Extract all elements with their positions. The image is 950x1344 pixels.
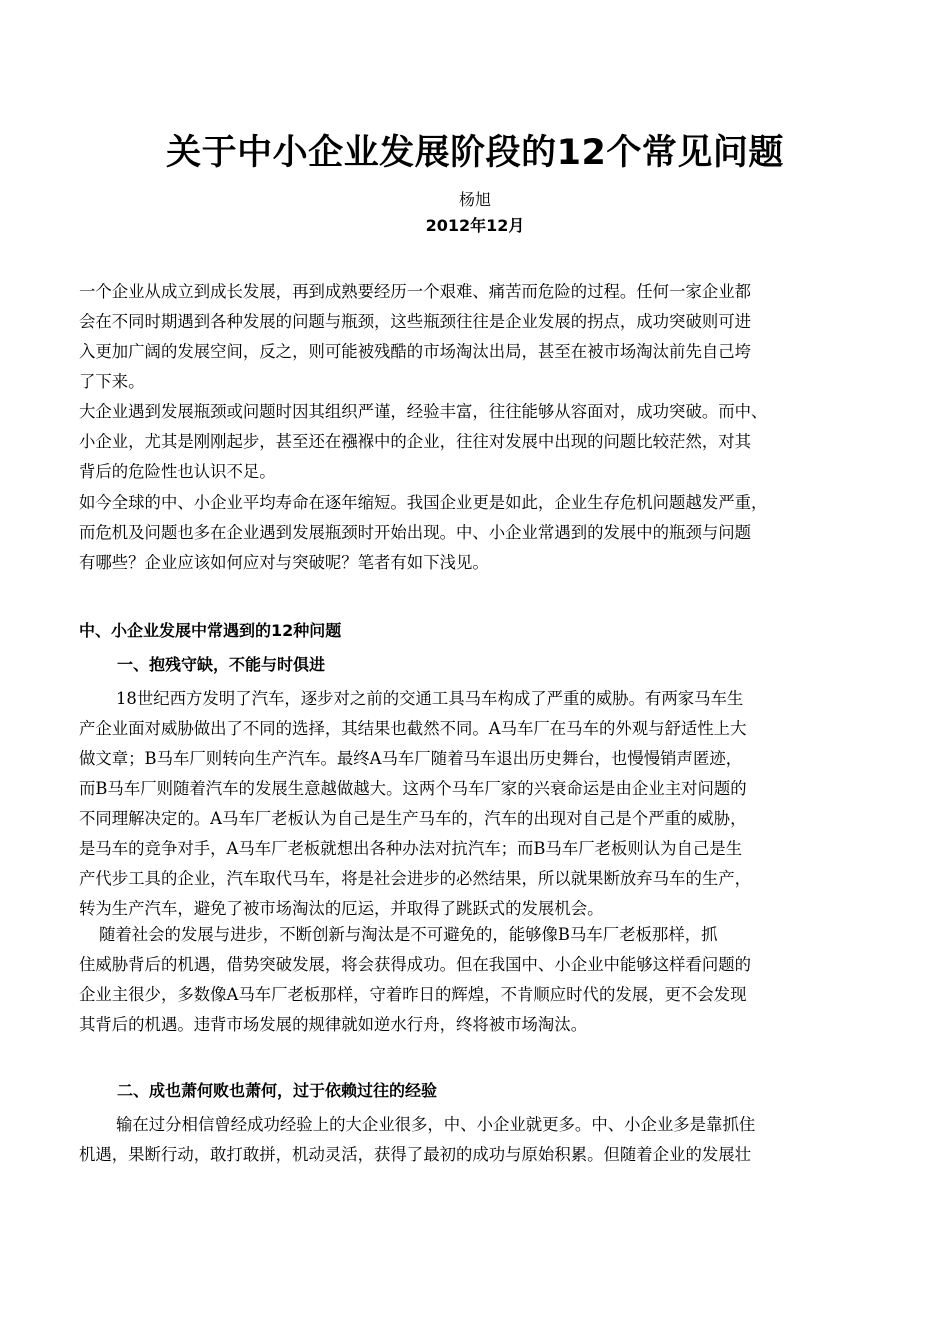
text-line: 不同理解决定的。A马车厂老板认为自己是生产马车的，汽车的出现对自己是个严重的威胁，: [79, 809, 747, 828]
text-line: 了下来。: [79, 372, 145, 391]
problem-1-paragraph-2: [79, 920, 869, 1040]
text-line: 小企业，尤其是刚刚起步，甚至还在襁褓中的企业，往往对发展中出现的问题比较茫然，对其: [79, 432, 752, 451]
problem-1-paragraph-1: [79, 684, 869, 924]
text-line: 背后的危险性也认识不足。: [79, 462, 276, 481]
text-line: 产代步工具的企业，汽车取代马车，将是社会进步的必然结果，所以就果断放弃马车的生产，: [79, 869, 752, 888]
text-line: 入更加广阔的发展空间，反之，则可能被残酷的市场淘汰出局，甚至在被市场淘汰前先自己垮: [79, 342, 752, 361]
intro-paragraph-1: [79, 277, 869, 397]
text-line: 输在过分相信曾经成功经验上的大企业很多，中、小企业就更多。中、小企业多是靠抓住: [116, 1115, 756, 1134]
text-line: 有哪些？企业应该如何应对与突破呢？笔者有如下浅见。: [79, 553, 489, 572]
document-date: 2012年12月: [425, 216, 525, 235]
text-line: 大企业遇到发展瓶颈或问题时因其组织严谨，经验丰富，往往能够从容面对，成功突破。而中、: [79, 402, 768, 421]
problem-2-heading: 二、成也萧何败也萧何，过于依赖过往的经验: [117, 1081, 438, 1100]
problem-1-heading: 一、抱残守缺，不能与时俱进: [117, 655, 326, 674]
section-heading: 中、小企业发展中常遇到的12种问题: [79, 621, 342, 640]
text-line: 产企业面对威胁做出了不同的选择，其结果也截然不同。A马车厂在马车的外观与舒适性上大: [79, 719, 747, 738]
intro-paragraph-3: [79, 488, 869, 578]
text-line: 住威胁背后的机遇，借势突破发展，将会获得成功。但在我国中、小企业中能够这样看问题的: [79, 955, 752, 974]
text-line: 机遇，果断行动，敢打敢拼，机动灵活，获得了最初的成功与原始积累。但随着企业的发展壮: [79, 1145, 752, 1164]
text-line: 随着社会的发展与进步，不断创新与淘汰是不可避免的，能够像B马车厂老板那样，抓: [99, 925, 718, 944]
problem-2-paragraph-1: [79, 1110, 869, 1170]
text-line: 而危机及问题也多在企业遇到发展瓶颈时开始出现。中、小企业常遇到的发展中的瓶颈与问题: [79, 523, 752, 542]
text-line: 是马车的竞争对手，A马车厂老板就想出各种办法对抗汽车；而B马车厂老板则认为自己是生: [79, 839, 743, 858]
text-line: 会在不同时期遇到各种发展的问题与瓶颈，这些瓶颈往往是企业发展的拐点，成功突破则可进: [79, 312, 752, 331]
text-line: 18世纪西方发明了汽车，逐步对之前的交通工具马车构成了严重的威胁。有两家马车生: [116, 689, 744, 708]
text-line: 做文章；B马车厂则转向生产汽车。最终A马车厂随着马车退出历史舞台，也慢慢销声匿迹，: [79, 749, 743, 768]
document-title: 关于中小企业发展阶段的12个常见问题: [166, 133, 784, 173]
text-line: 如今全球的中、小企业平均寿命在逐年缩短。我国企业更是如此，企业生存危机问题越发严重，: [79, 493, 768, 512]
intro-paragraph-2: [79, 397, 869, 487]
text-line: 而B马车厂则随着汽车的发展生意越做越大。这两个马车厂家的兴衰命运是由企业主对问题的: [79, 779, 747, 798]
document-author: 杨旭: [458, 190, 491, 209]
text-line: 转为生产汽车，避免了被市场淘汰的厄运，并取得了跳跃式的发展机会。: [79, 899, 604, 918]
text-line: 企业主很少，多数像A马车厂老板那样，守着昨日的辉煌，不肯顺应时代的发展，更不会发现: [79, 985, 747, 1004]
text-line: 一个企业从成立到成长发展，再到成熟要经历一个艰难、痛苦而危险的过程。任何一家企业都: [79, 282, 752, 301]
text-line: 其背后的机遇。违背市场发展的规律就如逆水行舟，终将被市场淘汰。: [79, 1015, 588, 1034]
